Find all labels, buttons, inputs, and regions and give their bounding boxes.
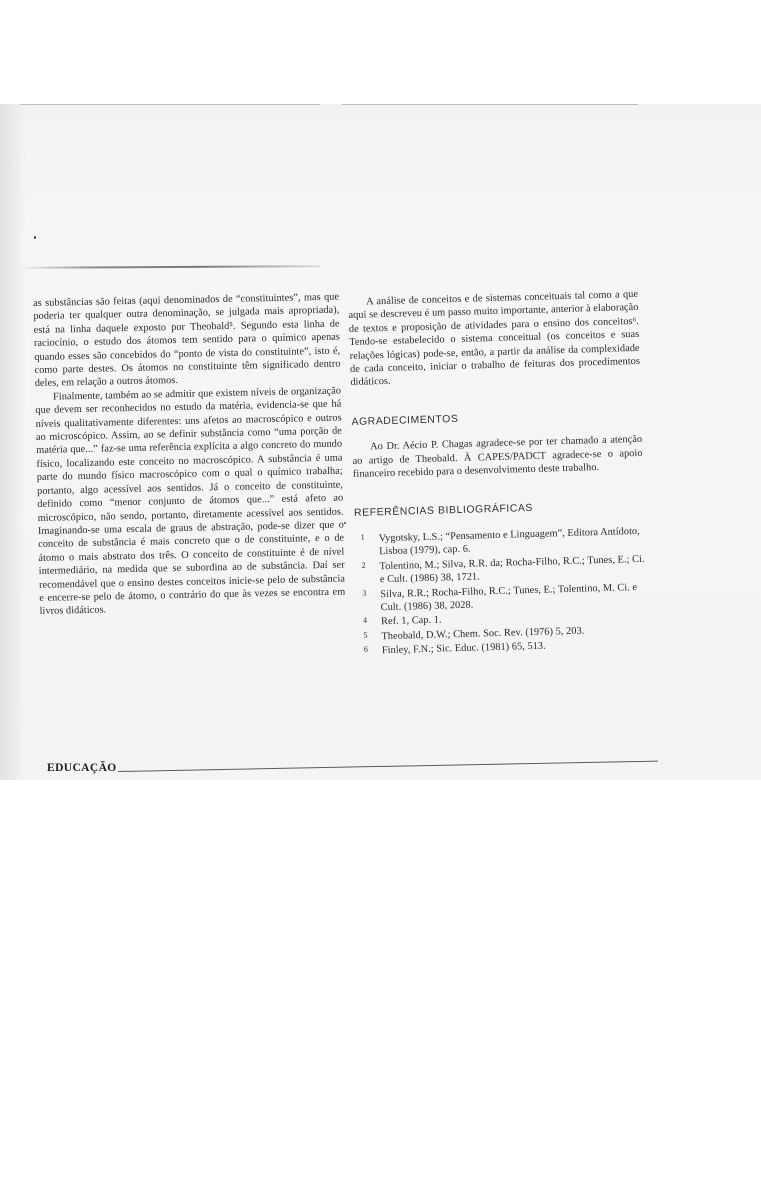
left-paragraph-2: Finalmente, também ao se admitir que existem níveis de organização que devem ser reconhecidos no estudo da matéria, evidencia-se que há níveis qualitativamente diferentes: uns afetos ao macroscópico e outros ao microscópico. Assim, ao se definir substância como “uma porção de matéria que...” faz-se uma referência explícita a algo concreto do mundo físico, localizando este conceito no macroscópico. A substância é uma parte do mundo físico macroscópico com o qual o químico trabalha; portanto, algo acessível aos sentidos. Já o conceito de constituinte, definido como “menor conjunto de átomos que...” está afeto ao microscópico, não sendo, portanto, diretamente acessível aos sentidos. Imaginando-se uma escala de graus de abstração, pode-se dizer que o conceito de substância é mais concreto que o de constituinte, e o de átomo o mais abstrato dos três. O conceito de constituinte é de nível intermediário, na medida que se subordina ao de substância. Daí ser recomendável que o ensino destes conceitos inicie-se pelo de substância e encerre-se pelo de átomo, o contrário do que às vezes se encontra em livros didáticos. xyxy=(35,385,346,618)
right-paragraph-1: A análise de conceitos e de sistemas conceituais tal como a que aqui se descreveu é um passo muito importante, anterior à elaboração de textos e proposição de atividades para o ensino dos conceitos⁶. Tendo-se estabelecido o sistema conceitual (os conceitos e suas relações lógicas) pode-se, então, a partir da análise da complexidade de cada conceito, iniciar o trabalho de feituras dos procedimentos didáticos. xyxy=(348,288,641,389)
scan-speck xyxy=(344,522,346,524)
right-text-column xyxy=(348,288,648,659)
reference-text: Silva, R.R.; Rocha-Filho, R.C.; Tunes, E.; Tolentino, M. Ci. e Cult. (1986) 38, 2028. xyxy=(380,581,638,614)
reference-text: Theobald, D.W.; Chem. Soc. Rev. (1976) 5, 203. xyxy=(381,625,585,642)
reference-number: 5 xyxy=(363,630,368,640)
reference-number: 3 xyxy=(362,588,367,598)
acknowledgements-heading: AGRADECIMENTOS xyxy=(351,413,459,428)
reference-text: Vygotsky, L.S.; “Pensamento e Linguagem”, Editora Antídoto, Lisboa (1979), cap. 6. xyxy=(378,525,640,558)
scan-speck xyxy=(34,236,36,239)
reference-number: 6 xyxy=(363,644,369,654)
scan-edge-shadow xyxy=(0,104,26,780)
footer-section-title: EDUCAÇÃO xyxy=(47,762,117,774)
references-list xyxy=(355,525,648,659)
reference-number: 4 xyxy=(362,615,368,626)
reference-number: 2 xyxy=(361,560,366,570)
reference-number: 1 xyxy=(360,532,365,542)
reference-text: Tolentino, M.; Silva, R.R. da; Rocha-Filho, R.C.; Tunes, E.; Ci. e Cult. (1986) 38, 1721. xyxy=(379,553,645,586)
left-paragraph-1: as substâncias são feitas (aqui denominados de “constituintes”, mas que poderia ter qualquer outra denominação, se julgada mais apropriada), está na linha daquele exposto por Theobald⁵. Segundo esta linha de raciocínio, o estudo dos átomos tem sentido para o químico apenas quando esses são concebidos do “ponto de vista do constituinte”, isto é, como parte destes. Os átomos no constituinte têm significado dentro deles, em relação a outros átomos. xyxy=(33,291,341,390)
top-rule-left xyxy=(20,104,320,105)
acknowledgements-text: Ao Dr. Aécio P. Chagas agradece-se por ter chamado a atenção ao artigo de Theobald. À CAPES/PADCT agradece-se o apoio financeiro recebido para o desenvolvimento deste trabalho. xyxy=(352,434,643,480)
references-heading: REFERÊNCIAS BIBLIOGRÁFICAS xyxy=(353,503,534,520)
left-text-column xyxy=(33,291,346,619)
reference-text: Finley, F.N.; Sic. Educ. (1981) 65, 513. xyxy=(381,640,546,657)
top-rule-right xyxy=(342,104,638,105)
reference-text: Ref. 1, Cap. 1. xyxy=(380,614,442,628)
